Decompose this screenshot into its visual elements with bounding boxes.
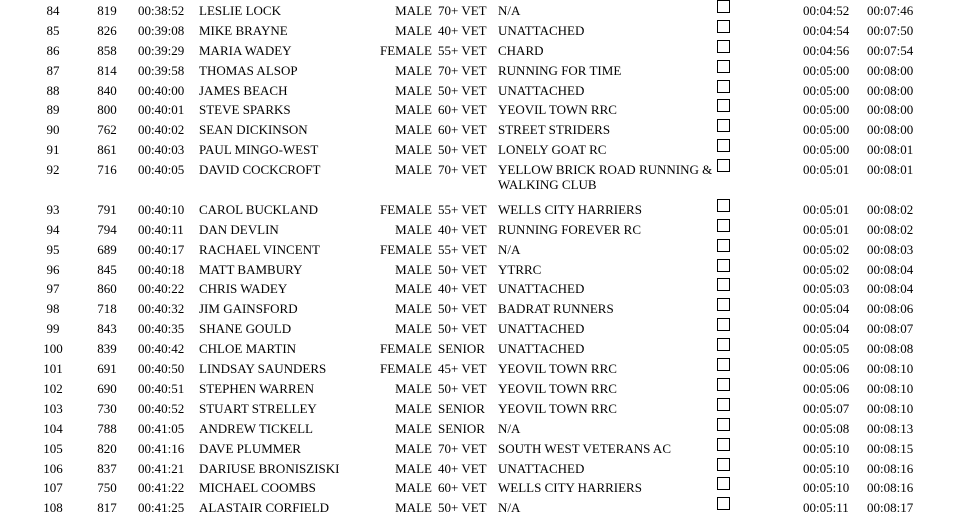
runner-name-cell: MICHAEL COOMBS	[199, 480, 316, 496]
position-cell: 94	[46, 221, 60, 237]
checkbox[interactable]	[717, 159, 730, 172]
position-cell: 106	[43, 460, 63, 476]
gender-cell: MALE	[395, 122, 432, 138]
runner-name-cell: SEAN DICKINSON	[199, 122, 308, 138]
checkbox[interactable]	[717, 139, 730, 152]
pace-per-km-cell: 00:05:00	[803, 142, 850, 158]
gender-cell: MALE	[395, 440, 432, 456]
pace-per-km-cell: 00:05:02	[803, 241, 850, 257]
club-cell: SOUTH WEST VETERANS AC	[498, 440, 671, 456]
bib-number-cell: 718	[97, 301, 117, 317]
bib-number-cell: 690	[97, 380, 117, 396]
pace-per-mile-cell: 00:08:10	[867, 361, 914, 377]
runner-name-cell: DAVE PLUMMER	[199, 440, 301, 456]
position-cell: 107	[43, 480, 63, 496]
bib-number-cell: 788	[97, 420, 117, 436]
checkbox[interactable]	[717, 318, 730, 331]
club-cell: WELLS CITY HARRIERS	[498, 480, 642, 496]
pace-per-mile-cell: 00:07:46	[867, 3, 914, 18]
pace-per-km-cell: 00:05:07	[803, 400, 850, 416]
finish-time-cell: 00:41:16	[138, 440, 185, 456]
position-cell: 84	[46, 3, 60, 18]
runner-name-cell: JIM GAINSFORD	[199, 301, 298, 317]
position-cell: 105	[43, 440, 63, 456]
pace-per-km-cell: 00:05:05	[803, 341, 850, 357]
finish-time-cell: 00:41:21	[138, 460, 185, 476]
position-cell: 90	[46, 122, 60, 138]
position-cell: 91	[46, 142, 60, 158]
table-row	[0, 40, 965, 60]
pace-per-mile-cell: 00:08:08	[867, 341, 914, 357]
gender-cell: MALE	[395, 22, 432, 38]
finish-time-cell: 00:40:35	[138, 321, 185, 337]
checkbox[interactable]	[717, 477, 730, 490]
finish-time-cell: 00:40:02	[138, 122, 185, 138]
pace-per-km-cell: 00:05:00	[803, 102, 850, 118]
category-cell: 60+ VET	[438, 122, 487, 138]
club-cell: YEOVIL TOWN RRC	[498, 361, 617, 377]
pace-per-mile-cell: 00:08:00	[867, 82, 914, 98]
runner-name-cell: DAVID COCKCROFT	[199, 162, 321, 178]
table-row	[0, 338, 965, 358]
runner-name-cell: DAN DEVLIN	[199, 221, 279, 237]
category-cell: 70+ VET	[438, 3, 487, 18]
runner-name-cell: DARIUSE BRONISZISKI	[199, 460, 340, 476]
category-cell: 40+ VET	[438, 460, 487, 476]
checkbox[interactable]	[717, 438, 730, 451]
pace-per-mile-cell: 00:08:01	[867, 162, 914, 178]
pace-per-mile-cell: 00:08:17	[867, 500, 914, 516]
club-cell: N/A	[498, 500, 521, 516]
pace-per-mile-cell: 00:08:01	[867, 142, 914, 158]
pace-per-mile-cell: 00:08:02	[867, 221, 914, 237]
pace-per-mile-cell: 00:08:00	[867, 122, 914, 138]
runner-name-cell: STUART STRELLEY	[199, 400, 317, 416]
finish-time-cell: 00:40:50	[138, 361, 185, 377]
pace-per-km-cell: 00:05:01	[803, 221, 850, 237]
table-row	[0, 139, 965, 159]
table-row	[0, 418, 965, 438]
pace-per-mile-cell: 00:07:50	[867, 22, 914, 38]
finish-time-cell: 00:40:10	[138, 201, 185, 217]
table-row	[0, 80, 965, 100]
pace-per-mile-cell: 00:08:13	[867, 420, 914, 436]
category-cell: 50+ VET	[438, 380, 487, 396]
bib-number-cell: 858	[97, 42, 117, 58]
finish-time-cell: 00:39:58	[138, 62, 185, 78]
position-cell: 97	[46, 281, 60, 297]
category-cell: 40+ VET	[438, 22, 487, 38]
position-cell: 87	[46, 62, 60, 78]
finish-time-cell: 00:41:25	[138, 500, 185, 516]
pace-per-km-cell: 00:04:54	[803, 22, 850, 38]
gender-cell: MALE	[395, 162, 432, 178]
bib-number-cell: 843	[97, 321, 117, 337]
gender-cell: MALE	[395, 221, 432, 237]
pace-per-km-cell: 00:05:06	[803, 380, 850, 396]
bib-number-cell: 845	[97, 261, 117, 277]
category-cell: 55+ VET	[438, 241, 487, 257]
table-row	[0, 378, 965, 398]
gender-cell: FEMALE	[380, 241, 432, 257]
table-row	[0, 0, 965, 20]
bib-number-cell: 691	[97, 361, 117, 377]
position-cell: 104	[43, 420, 63, 436]
gender-cell: MALE	[395, 142, 432, 158]
category-cell: 70+ VET	[438, 162, 487, 178]
table-row	[0, 219, 965, 239]
table-row	[0, 298, 965, 318]
position-cell: 103	[43, 400, 63, 416]
table-row	[0, 60, 965, 80]
runner-name-cell: THOMAS ALSOP	[199, 62, 298, 78]
bib-number-cell: 791	[97, 201, 117, 217]
runner-name-cell: STEPHEN WARREN	[199, 380, 314, 396]
gender-cell: MALE	[395, 380, 432, 396]
category-cell: 55+ VET	[438, 201, 487, 217]
finish-time-cell: 00:40:52	[138, 400, 185, 416]
finish-time-cell: 00:40:05	[138, 162, 185, 178]
pace-per-km-cell: 00:05:10	[803, 480, 850, 496]
pace-per-km-cell: 00:05:00	[803, 62, 850, 78]
finish-time-cell: 00:39:08	[138, 22, 185, 38]
gender-cell: MALE	[395, 102, 432, 118]
runner-name-cell: CHLOE MARTIN	[199, 341, 297, 357]
table-row	[0, 358, 965, 378]
table-row	[0, 458, 965, 478]
club-cell: YTRRC	[498, 261, 542, 277]
gender-cell: MALE	[395, 62, 432, 78]
table-row	[0, 99, 965, 119]
category-cell: 50+ VET	[438, 142, 487, 158]
checkbox[interactable]	[717, 398, 730, 411]
finish-time-cell: 00:41:05	[138, 420, 185, 436]
pace-per-km-cell: 00:05:00	[803, 122, 850, 138]
checkbox[interactable]	[717, 278, 730, 291]
checkbox[interactable]	[717, 497, 730, 510]
pace-per-mile-cell: 00:07:54	[867, 42, 914, 58]
club-cell: YEOVIL TOWN RRC	[498, 380, 617, 396]
club-cell: CHARD	[498, 42, 544, 58]
checkbox[interactable]	[717, 99, 730, 112]
club-cell: UNATTACHED	[498, 460, 585, 476]
position-cell: 96	[46, 261, 60, 277]
gender-cell: MALE	[395, 281, 432, 297]
position-cell: 108	[43, 500, 63, 516]
pace-per-km-cell: 00:05:10	[803, 460, 850, 476]
pace-per-mile-cell: 00:08:07	[867, 321, 914, 337]
bib-number-cell: 860	[97, 281, 117, 297]
runner-name-cell: ALASTAIR CORFIELD	[199, 500, 330, 516]
bib-number-cell: 689	[97, 241, 117, 257]
club-cell: N/A	[498, 3, 521, 18]
gender-cell: MALE	[395, 261, 432, 277]
finish-time-cell: 00:40:51	[138, 380, 185, 396]
pace-per-km-cell: 00:05:04	[803, 301, 850, 317]
bib-number-cell: 716	[97, 162, 117, 178]
pace-per-km-cell: 00:05:01	[803, 201, 850, 217]
position-cell: 92	[46, 162, 60, 178]
pace-per-km-cell: 00:04:56	[803, 42, 850, 58]
gender-cell: MALE	[395, 301, 432, 317]
category-cell: 50+ VET	[438, 321, 487, 337]
checkbox[interactable]	[717, 418, 730, 431]
pace-per-mile-cell: 00:08:15	[867, 440, 914, 456]
checkbox[interactable]	[717, 60, 730, 73]
gender-cell: MALE	[395, 321, 432, 337]
checkbox[interactable]	[717, 199, 730, 212]
gender-cell: MALE	[395, 460, 432, 476]
runner-name-cell: MIKE BRAYNE	[199, 22, 288, 38]
pace-per-mile-cell: 00:08:16	[867, 460, 914, 476]
position-cell: 101	[43, 361, 63, 377]
table-row	[0, 278, 965, 298]
club-cell: STREET STRIDERS	[498, 122, 611, 138]
club-cell: YEOVIL TOWN RRC	[498, 102, 617, 118]
position-cell: 99	[46, 321, 60, 337]
bib-number-cell: 762	[97, 122, 117, 138]
finish-time-cell: 00:40:18	[138, 261, 185, 277]
club-cell: WELLS CITY HARRIERS	[498, 201, 642, 217]
club-cell: RUNNING FOR TIME	[498, 62, 622, 78]
gender-cell: MALE	[395, 480, 432, 496]
table-row	[0, 159, 965, 199]
checkbox[interactable]	[717, 298, 730, 311]
gender-cell: FEMALE	[380, 361, 432, 377]
runner-name-cell: RACHAEL VINCENT	[199, 241, 320, 257]
finish-time-cell: 00:40:00	[138, 82, 185, 98]
position-cell: 95	[46, 241, 60, 257]
finish-time-cell: 00:39:29	[138, 42, 185, 58]
position-cell: 100	[43, 341, 63, 357]
bib-number-cell: 826	[97, 22, 117, 38]
position-cell: 102	[43, 380, 63, 396]
checkbox[interactable]	[717, 40, 730, 53]
gender-cell: MALE	[395, 420, 432, 436]
pace-per-mile-cell: 00:08:02	[867, 201, 914, 217]
bib-number-cell: 817	[97, 500, 117, 516]
checkbox[interactable]	[717, 239, 730, 252]
position-cell: 88	[46, 82, 60, 98]
club-cell: YEOVIL TOWN RRC	[498, 400, 617, 416]
checkbox[interactable]	[717, 0, 730, 13]
category-cell: SENIOR	[438, 341, 485, 357]
table-row	[0, 318, 965, 338]
position-cell: 93	[46, 201, 60, 217]
finish-time-cell: 00:40:11	[138, 221, 184, 237]
table-row	[0, 199, 965, 219]
checkbox[interactable]	[717, 358, 730, 371]
bib-number-cell: 750	[97, 480, 117, 496]
gender-cell: FEMALE	[380, 42, 432, 58]
checkbox[interactable]	[717, 119, 730, 132]
pace-per-mile-cell: 00:08:00	[867, 102, 914, 118]
gender-cell: MALE	[395, 500, 432, 516]
position-cell: 98	[46, 301, 60, 317]
finish-time-cell: 00:40:17	[138, 241, 185, 257]
runner-name-cell: STEVE SPARKS	[199, 102, 291, 118]
pace-per-mile-cell: 00:08:16	[867, 480, 914, 496]
category-cell: 60+ VET	[438, 102, 487, 118]
position-cell: 85	[46, 22, 60, 38]
club-cell: BADRAT RUNNERS	[498, 301, 614, 317]
checkbox[interactable]	[717, 378, 730, 391]
club-cell: N/A	[498, 420, 521, 436]
runner-name-cell: ANDREW TICKELL	[199, 420, 313, 436]
bib-number-cell: 819	[97, 3, 117, 18]
pace-per-km-cell: 00:04:52	[803, 3, 850, 18]
checkbox[interactable]	[717, 219, 730, 232]
club-cell: RUNNING FOREVER RC	[498, 221, 642, 237]
pace-per-km-cell: 00:05:01	[803, 162, 850, 178]
bib-number-cell: 800	[97, 102, 117, 118]
category-cell: 50+ VET	[438, 261, 487, 277]
finish-time-cell: 00:38:52	[138, 3, 185, 18]
pace-per-mile-cell: 00:08:06	[867, 301, 914, 317]
pace-per-km-cell: 00:05:02	[803, 261, 850, 277]
gender-cell: FEMALE	[380, 201, 432, 217]
pace-per-mile-cell: 00:08:00	[867, 62, 914, 78]
table-row	[0, 438, 965, 458]
club-cell: N/A	[498, 241, 521, 257]
bib-number-cell: 820	[97, 440, 117, 456]
bib-number-cell: 861	[97, 142, 117, 158]
category-cell: 70+ VET	[438, 62, 487, 78]
table-row	[0, 477, 965, 497]
bib-number-cell: 814	[97, 62, 117, 78]
runner-name-cell: PAUL MINGO-WEST	[199, 142, 319, 158]
pace-per-km-cell: 00:05:06	[803, 361, 850, 377]
bib-number-cell: 730	[97, 400, 117, 416]
club-cell: UNATTACHED	[498, 321, 585, 337]
category-cell: 50+ VET	[438, 82, 487, 98]
finish-time-cell: 00:40:22	[138, 281, 185, 297]
gender-cell: MALE	[395, 3, 432, 18]
category-cell: 40+ VET	[438, 221, 487, 237]
table-row	[0, 497, 965, 517]
pace-per-mile-cell: 00:08:04	[867, 261, 914, 277]
table-row	[0, 119, 965, 139]
category-cell: SENIOR	[438, 400, 485, 416]
category-cell: 40+ VET	[438, 281, 487, 297]
table-row	[0, 239, 965, 259]
table-row	[0, 20, 965, 40]
checkbox[interactable]	[717, 259, 730, 272]
club-cell: UNATTACHED	[498, 341, 585, 357]
pace-per-mile-cell: 00:08:10	[867, 400, 914, 416]
category-cell: SENIOR	[438, 420, 485, 436]
table-row	[0, 398, 965, 418]
category-cell: 55+ VET	[438, 42, 487, 58]
club-cell: LONELY GOAT RC	[498, 142, 607, 158]
pace-per-km-cell: 00:05:03	[803, 281, 850, 297]
pace-per-km-cell: 00:05:00	[803, 82, 850, 98]
runner-name-cell: JAMES BEACH	[199, 82, 288, 98]
category-cell: 50+ VET	[438, 500, 487, 516]
finish-time-cell: 00:40:32	[138, 301, 185, 317]
position-cell: 89	[46, 102, 60, 118]
runner-name-cell: MARIA WADEY	[199, 42, 292, 58]
pace-per-km-cell: 00:05:10	[803, 440, 850, 456]
position-cell: 86	[46, 42, 60, 58]
bib-number-cell: 839	[97, 341, 117, 357]
checkbox[interactable]	[717, 20, 730, 33]
category-cell: 60+ VET	[438, 480, 487, 496]
gender-cell: MALE	[395, 400, 432, 416]
finish-time-cell: 00:40:03	[138, 142, 185, 158]
pace-per-km-cell: 00:05:04	[803, 321, 850, 337]
finish-time-cell: 00:40:01	[138, 102, 185, 118]
finish-time-cell: 00:40:42	[138, 341, 185, 357]
club-cell: YELLOW BRICK ROAD RUNNING & WALKING CLUB	[498, 162, 713, 193]
pace-per-mile-cell: 00:08:10	[867, 380, 914, 396]
finish-time-cell: 00:41:22	[138, 480, 185, 496]
bib-number-cell: 794	[97, 221, 117, 237]
checkbox[interactable]	[717, 80, 730, 93]
category-cell: 45+ VET	[438, 361, 487, 377]
runner-name-cell: LINDSAY SAUNDERS	[199, 361, 327, 377]
club-cell: UNATTACHED	[498, 82, 585, 98]
runner-name-cell: CAROL BUCKLAND	[199, 201, 319, 217]
category-cell: 50+ VET	[438, 301, 487, 317]
pace-per-km-cell: 00:05:11	[803, 500, 849, 516]
bib-number-cell: 840	[97, 82, 117, 98]
pace-per-mile-cell: 00:08:04	[867, 281, 914, 297]
runner-name-cell: CHRIS WADEY	[199, 281, 288, 297]
table-row	[0, 259, 965, 279]
runner-name-cell: LESLIE LOCK	[199, 3, 281, 18]
runner-name-cell: MATT BAMBURY	[199, 261, 303, 277]
club-cell: UNATTACHED	[498, 22, 585, 38]
runner-name-cell: SHANE GOULD	[199, 321, 292, 337]
gender-cell: FEMALE	[380, 341, 432, 357]
checkbox[interactable]	[717, 458, 730, 471]
pace-per-km-cell: 00:05:08	[803, 420, 850, 436]
pace-per-mile-cell: 00:08:03	[867, 241, 914, 257]
bib-number-cell: 837	[97, 460, 117, 476]
checkbox[interactable]	[717, 338, 730, 351]
gender-cell: MALE	[395, 82, 432, 98]
category-cell: 70+ VET	[438, 440, 487, 456]
club-cell: UNATTACHED	[498, 281, 585, 297]
